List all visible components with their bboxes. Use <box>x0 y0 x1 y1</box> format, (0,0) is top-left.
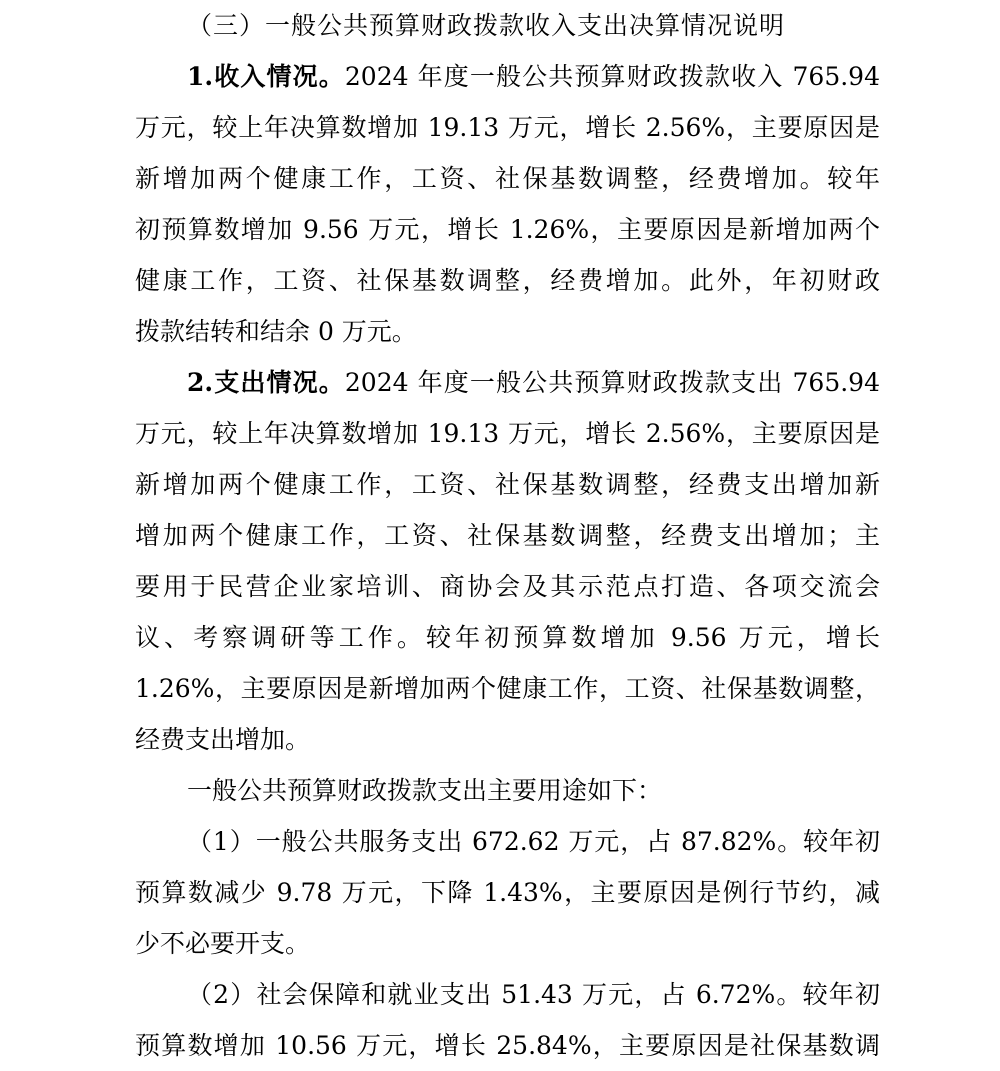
expense-label: 2.支出情况。 <box>187 368 345 397</box>
income-label: 1.收入情况。 <box>187 62 345 91</box>
expense-line-6: 议、考察调研等工作。较年初预算数增加 9.56 万元，增长 <box>135 623 880 652</box>
expense-line-8: 经费支出增加。 <box>135 725 311 754</box>
income-line-2: 万元，较上年决算数增加 19.13 万元，增长 2.56%，主要原因是 <box>135 113 880 142</box>
item2-line-1: （2）社会保障和就业支出 51.43 万元，占 6.72%。较年初 <box>187 980 880 1009</box>
item1-line-3: 少不必要开支。 <box>135 929 311 958</box>
income-text-1: 2024 年度一般公共预算财政拨款收入 765.94 <box>344 62 880 91</box>
item1-line-2: 预算数减少 9.78 万元，下降 1.43%，主要原因是例行节约，减 <box>135 878 880 907</box>
usage-intro: 一般公共预算财政拨款支出主要用途如下： <box>187 776 663 805</box>
income-line-3: 新增加两个健康工作，工资、社保基数调整，经费增加。较年 <box>135 164 880 193</box>
expense-line-2: 万元，较上年决算数增加 19.13 万元，增长 2.56%，主要原因是 <box>135 419 880 448</box>
income-line-1 <box>135 51 880 102</box>
income-line-6: 拨款结转和结余 0 万元。 <box>135 317 417 346</box>
document-page <box>135 0 880 1071</box>
expense-line-7: 1.26%，主要原因是新增加两个健康工作，工资、社保基数调整， <box>135 674 880 703</box>
item1-line-1: （1）一般公共服务支出 672.62 万元，占 87.82%。较年初 <box>187 827 880 856</box>
expense-line-1 <box>135 357 880 408</box>
expense-line-5: 要用于民营企业家培训、商协会及其示范点打造、各项交流会 <box>135 572 880 601</box>
income-line-5: 健康工作，工资、社保基数调整，经费增加。此外，年初财政 <box>135 266 880 295</box>
expense-text-1: 2024 年度一般公共预算财政拨款支出 765.94 <box>344 368 880 397</box>
expense-line-4: 增加两个健康工作，工资、社保基数调整，经费支出增加；主 <box>135 521 880 550</box>
section-title: （三）一般公共预算财政拨款收入支出决算情况说明 <box>187 11 786 40</box>
expense-line-3: 新增加两个健康工作，工资、社保基数调整，经费支出增加新 <box>135 470 880 499</box>
income-line-4: 初预算数增加 9.56 万元，增长 1.26%，主要原因是新增加两个 <box>135 215 880 244</box>
item2-line-2: 预算数增加 10.56 万元，增长 25.84%，主要原因是社保基数调 <box>135 1031 880 1060</box>
